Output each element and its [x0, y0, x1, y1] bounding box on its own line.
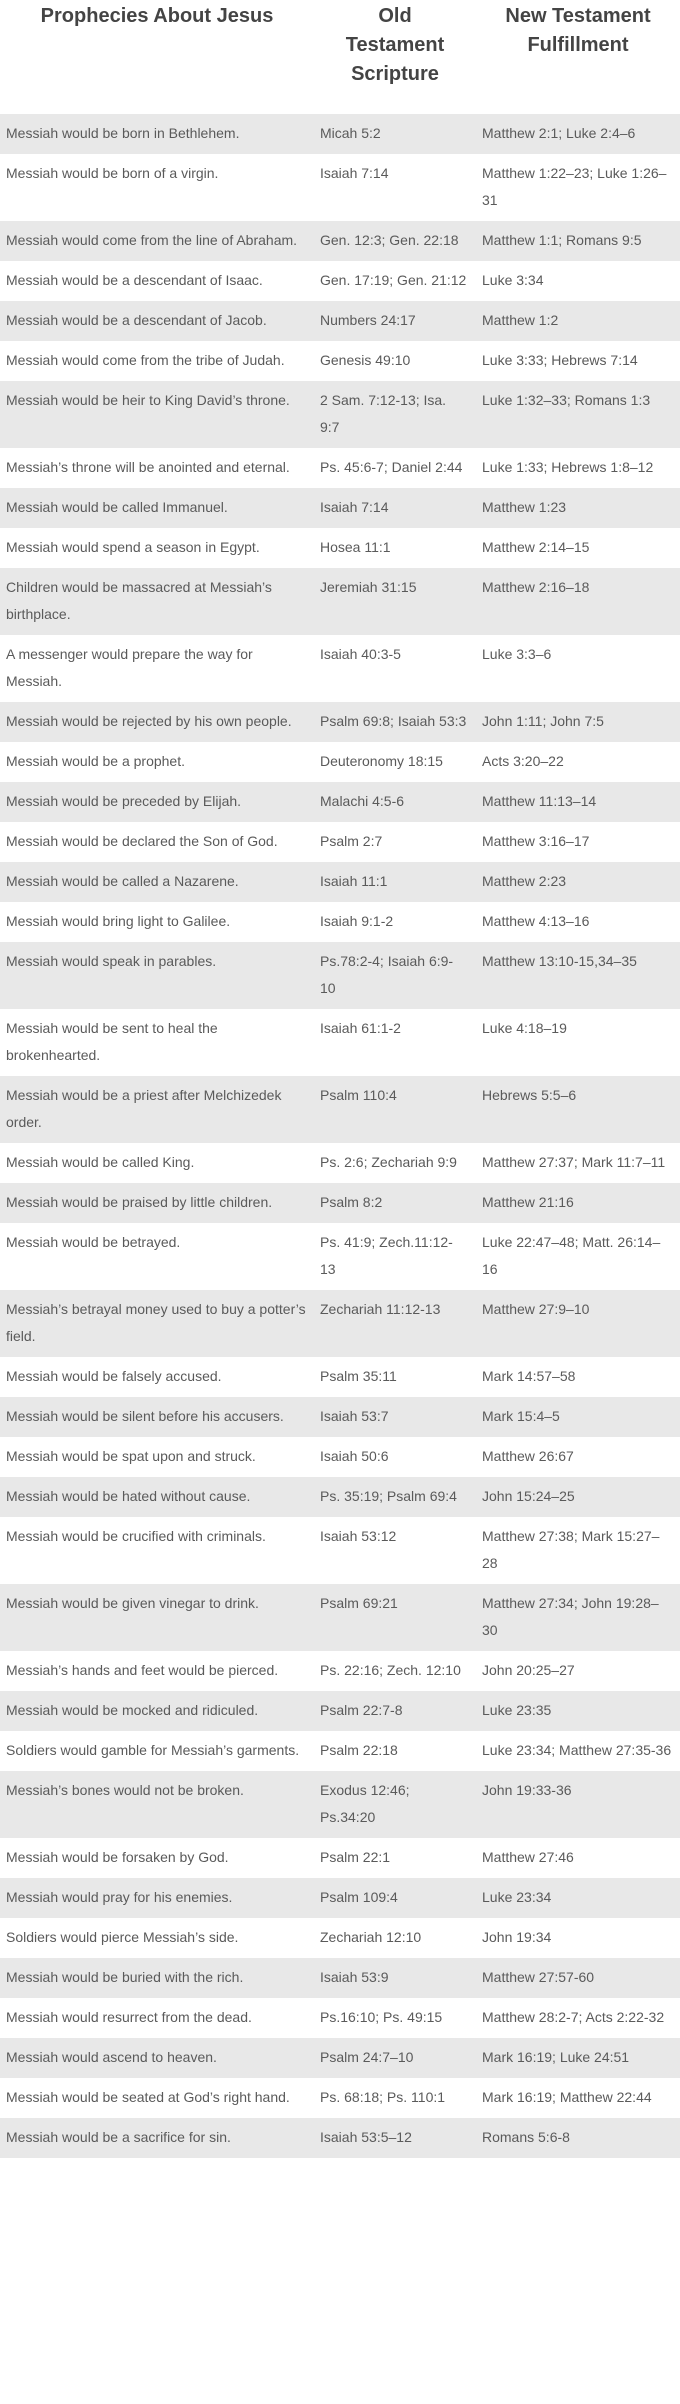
table-row — [0, 2118, 680, 2158]
prophecy-cell: Messiah would be betrayed. — [6, 1234, 181, 1250]
prophecy-cell: Messiah would be forsaken by God. — [6, 1849, 229, 1865]
prophecy-cell: Messiah’s betrayal money used to buy a potter’s field. — [6, 1301, 306, 1344]
new-testament-cell: Matthew 13:10-15,34–35 — [482, 953, 637, 969]
old-testament-cell: Gen. 12:3; Gen. 22:18 — [320, 232, 459, 248]
new-testament-cell: Luke 23:34 — [482, 1889, 552, 1905]
new-testament-cell: Matthew 27:9–10 — [482, 1301, 590, 1317]
old-testament-cell: Zechariah 11:12-13 — [320, 1301, 441, 1317]
table-row — [0, 488, 680, 528]
new-testament-cell: Matthew 2:1; Luke 2:4–6 — [482, 125, 636, 141]
table-row — [0, 782, 680, 822]
new-testament-cell: Luke 22:47–48; Matt. 26:14–16 — [482, 1234, 661, 1277]
new-testament-cell: John 19:33-36 — [482, 1782, 572, 1798]
old-testament-cell: Isaiah 53:5–12 — [320, 2129, 412, 2145]
table-row — [0, 862, 680, 902]
old-testament-cell: Ps.78:2-4; Isaiah 6:9-10 — [320, 953, 454, 996]
prophecy-cell: Messiah would be called Immanuel. — [6, 499, 228, 515]
new-testament-cell: Matthew 27:46 — [482, 1849, 574, 1865]
old-testament-cell: Zechariah 12:10 — [320, 1929, 422, 1945]
old-testament-cell: Isaiah 61:1-2 — [320, 1020, 401, 1036]
table-row — [0, 822, 680, 862]
prophecy-cell: Messiah would be born of a virgin. — [6, 165, 219, 181]
old-testament-cell: Isaiah 7:14 — [320, 499, 389, 515]
table-row — [0, 341, 680, 381]
table-row — [0, 1918, 680, 1958]
old-testament-cell: Isaiah 40:3-5 — [320, 646, 401, 662]
prophecy-cell: Messiah would be a priest after Melchizedek order. — [6, 1087, 282, 1130]
prophecy-cell: Messiah would be preceded by Elijah. — [6, 793, 242, 809]
old-testament-cell: Gen. 17:19; Gen. 21:12 — [320, 272, 467, 288]
old-testament-cell: Ps. 22:16; Zech. 12:10 — [320, 1662, 461, 1678]
old-testament-cell: Psalm 35:11 — [320, 1368, 397, 1384]
new-testament-cell: Luke 1:32–33; Romans 1:3 — [482, 392, 651, 408]
old-testament-cell: Ps. 41:9; Zech.11:12-13 — [320, 1234, 453, 1277]
old-testament-cell: Isaiah 53:7 — [320, 1408, 389, 1424]
table-row — [0, 1183, 680, 1223]
table-row — [0, 568, 680, 635]
table-row — [0, 154, 680, 221]
prophecy-cell: Messiah would be a descendant of Jacob. — [6, 312, 267, 328]
new-testament-cell: Acts 3:20–22 — [482, 753, 564, 769]
prophecy-cell: Messiah would be called a Nazarene. — [6, 873, 239, 889]
new-testament-cell: Matthew 2:16–18 — [482, 579, 590, 595]
new-testament-cell: Matthew 2:23 — [482, 873, 567, 889]
old-testament-cell: Numbers 24:17 — [320, 312, 416, 328]
header-row — [0, 0, 680, 114]
old-testament-cell: Psalm 22:1 — [320, 1849, 391, 1865]
prophecy-cell: Messiah would bring light to Galilee. — [6, 913, 231, 929]
table-row — [0, 221, 680, 261]
old-testament-cell: Psalm 2:7 — [320, 833, 383, 849]
old-testament-cell: Deuteronomy 18:15 — [320, 753, 443, 769]
new-testament-cell: Mark 16:19; Matthew 22:44 — [482, 2089, 652, 2105]
old-testament-cell: Isaiah 53:12 — [320, 1528, 397, 1544]
old-testament-cell: Psalm 22:7-8 — [320, 1702, 403, 1718]
new-testament-cell: Matthew 1:1; Romans 9:5 — [482, 232, 642, 248]
prophecy-cell: Messiah would speak in parables. — [6, 953, 217, 969]
new-testament-cell: Matthew 1:2 — [482, 312, 559, 328]
old-testament-cell: Psalm 22:18 — [320, 1742, 398, 1758]
prophecy-cell: Messiah would be crucified with criminals. — [6, 1528, 266, 1544]
old-testament-cell: Psalm 110:4 — [320, 1087, 397, 1103]
old-testament-cell: Micah 5:2 — [320, 125, 381, 141]
old-testament-cell: Psalm 8:2 — [320, 1194, 383, 1210]
table-row — [0, 942, 680, 1009]
old-testament-cell: Malachi 4:5-6 — [320, 793, 405, 809]
new-testament-cell: Mark 16:19; Luke 24:51 — [482, 2049, 630, 2065]
table-row — [0, 261, 680, 301]
new-testament-cell: Romans 5:6-8 — [482, 2129, 570, 2145]
new-testament-cell: Hebrews 5:5–6 — [482, 1087, 577, 1103]
new-testament-cell: John 15:24–25 — [482, 1488, 575, 1504]
old-testament-cell: Psalm 69:21 — [320, 1595, 398, 1611]
prophecy-cell: Messiah would be mocked and ridiculed. — [6, 1702, 259, 1718]
table-row — [0, 528, 680, 568]
table-row — [0, 2038, 680, 2078]
table-row — [0, 1143, 680, 1183]
prophecy-cell: Messiah would be rejected by his own people. — [6, 713, 292, 729]
header-new-testament: New Testament Fulfillment — [505, 5, 651, 56]
new-testament-cell: Matthew 3:16–17 — [482, 833, 590, 849]
table-row — [0, 1477, 680, 1517]
prophecy-cell: A messenger would prepare the way for Messiah. — [6, 646, 253, 689]
prophecy-cell: Messiah would be a sacrifice for sin. — [6, 2129, 231, 2145]
old-testament-cell: Isaiah 9:1-2 — [320, 913, 394, 929]
prophecy-cell: Messiah would be praised by little children. — [6, 1194, 273, 1210]
new-testament-cell: Matthew 26:67 — [482, 1448, 574, 1464]
new-testament-cell: Luke 23:35 — [482, 1702, 552, 1718]
new-testament-cell: Luke 3:34 — [482, 272, 544, 288]
new-testament-cell: Matthew 27:34; John 19:28–30 — [482, 1595, 659, 1638]
prophecy-cell: Messiah would be called King. — [6, 1154, 195, 1170]
old-testament-cell: Isaiah 53:9 — [320, 1969, 389, 1985]
table-row — [0, 702, 680, 742]
old-testament-cell: Exodus 12:46; Ps.34:20 — [320, 1782, 410, 1825]
table-row — [0, 1838, 680, 1878]
prophecy-cell: Messiah would be silent before his accusers. — [6, 1408, 284, 1424]
table-row — [0, 1771, 680, 1838]
prophecy-cell: Children would be massacred at Messiah’s birthplace. — [6, 579, 272, 622]
table-row — [0, 1651, 680, 1691]
table-row — [0, 2078, 680, 2118]
prophecy-cell: Messiah would be sent to heal the brokenhearted. — [6, 1020, 218, 1063]
table-row — [0, 1878, 680, 1918]
new-testament-cell: Luke 4:18–19 — [482, 1020, 567, 1036]
new-testament-cell: Matthew 1:23 — [482, 499, 567, 515]
prophecy-cell: Messiah’s hands and feet would be pierced. — [6, 1662, 279, 1678]
new-testament-cell: Luke 23:34; Matthew 27:35-36 — [482, 1742, 672, 1758]
new-testament-cell: John 19:34 — [482, 1929, 552, 1945]
prophecy-cell: Messiah’s bones would not be broken. — [6, 1782, 244, 1798]
old-testament-cell: Ps.16:10; Ps. 49:15 — [320, 2009, 443, 2025]
table-row — [0, 1290, 680, 1357]
table-body — [0, 114, 680, 2158]
new-testament-cell: Mark 15:4–5 — [482, 1408, 560, 1424]
prophecy-cell: Soldiers would gamble for Messiah’s garments. — [6, 1742, 300, 1758]
new-testament-cell: Matthew 11:13–14 — [482, 793, 597, 809]
old-testament-cell: Psalm 69:8; Isaiah 53:3 — [320, 713, 467, 729]
new-testament-cell: Mark 14:57–58 — [482, 1368, 576, 1384]
old-testament-cell: Hosea 11:1 — [320, 539, 391, 555]
table-row — [0, 381, 680, 448]
old-testament-cell: Psalm 109:4 — [320, 1889, 398, 1905]
new-testament-cell: Matthew 2:14–15 — [482, 539, 590, 555]
table-row — [0, 1998, 680, 2038]
table-row — [0, 1731, 680, 1771]
prophecy-cell: Messiah would come from the line of Abraham. — [6, 232, 298, 248]
table-row — [0, 1397, 680, 1437]
table-row — [0, 1958, 680, 1998]
new-testament-cell: Matthew 4:13–16 — [482, 913, 590, 929]
old-testament-cell: Ps. 2:6; Zechariah 9:9 — [320, 1154, 457, 1170]
table-row — [0, 1517, 680, 1584]
prophecy-cell: Messiah would ascend to heaven. — [6, 2049, 217, 2065]
old-testament-cell: Psalm 24:7–10 — [320, 2049, 414, 2065]
table-header — [0, 0, 680, 114]
prophecy-cell: Messiah would resurrect from the dead. — [6, 2009, 252, 2025]
old-testament-cell: Ps. 68:18; Ps. 110:1 — [320, 2089, 446, 2105]
new-testament-cell: Luke 3:3–6 — [482, 646, 552, 662]
table-row — [0, 1076, 680, 1143]
old-testament-cell: Isaiah 11:1 — [320, 873, 388, 889]
table-row — [0, 1009, 680, 1076]
new-testament-cell: Matthew 21:16 — [482, 1194, 574, 1210]
prophecy-cell: Messiah’s throne will be anointed and eternal. — [6, 459, 290, 475]
prophecy-cell: Messiah would be spat upon and struck. — [6, 1448, 256, 1464]
table-row — [0, 1691, 680, 1731]
new-testament-cell: John 1:11; John 7:5 — [482, 713, 604, 729]
header-prophecy: Prophecies About Jesus — [40, 5, 274, 27]
prophecy-cell: Messiah would be buried with the rich. — [6, 1969, 244, 1985]
table-row — [0, 1584, 680, 1651]
new-testament-cell: Matthew 27:57-60 — [482, 1969, 595, 1985]
table-row — [0, 114, 680, 154]
prophecy-cell: Messiah would be declared the Son of God. — [6, 833, 278, 849]
prophecy-cell: Messiah would pray for his enemies. — [6, 1889, 233, 1905]
old-testament-cell: Isaiah 7:14 — [320, 165, 389, 181]
prophecy-cell: Messiah would be given vinegar to drink. — [6, 1595, 259, 1611]
table-row — [0, 301, 680, 341]
table-row — [0, 742, 680, 782]
old-testament-cell: Ps. 45:6-7; Daniel 2:44 — [320, 459, 463, 475]
new-testament-cell: Luke 3:33; Hebrews 7:14 — [482, 352, 638, 368]
old-testament-cell: Genesis 49:10 — [320, 352, 411, 368]
new-testament-cell: Luke 1:33; Hebrews 1:8–12 — [482, 459, 654, 475]
new-testament-cell: John 20:25–27 — [482, 1662, 575, 1678]
new-testament-cell: Matthew 28:2-7; Acts 2:22-32 — [482, 2009, 665, 2025]
header-old-testament: Old Testament Scripture — [345, 5, 445, 85]
prophecy-cell: Messiah would be a prophet. — [6, 753, 185, 769]
table-row — [0, 1223, 680, 1290]
old-testament-cell: Ps. 35:19; Psalm 69:4 — [320, 1488, 457, 1504]
table-row — [0, 902, 680, 942]
prophecy-cell: Messiah would be hated without cause. — [6, 1488, 251, 1504]
prophecy-cell: Messiah would be falsely accused. — [6, 1368, 222, 1384]
table-row — [0, 1437, 680, 1477]
prophecy-cell: Messiah would spend a season in Egypt. — [6, 539, 260, 555]
new-testament-cell: Matthew 1:22–23; Luke 1:26–31 — [482, 165, 667, 208]
prophecy-cell: Messiah would be a descendant of Isaac. — [6, 272, 263, 288]
prophecy-cell: Messiah would be seated at God’s right hand. — [6, 2089, 290, 2105]
prophecy-cell: Soldiers would pierce Messiah’s side. — [6, 1929, 239, 1945]
old-testament-cell: 2 Sam. 7:12-13; Isa. 9:7 — [320, 392, 447, 435]
old-testament-cell: Isaiah 50:6 — [320, 1448, 389, 1464]
prophecy-cell: Messiah would come from the tribe of Judah. — [6, 352, 285, 368]
table-row — [0, 448, 680, 488]
new-testament-cell: Matthew 27:37; Mark 11:7–11 — [482, 1154, 666, 1170]
table-row — [0, 1357, 680, 1397]
table-row — [0, 635, 680, 702]
new-testament-cell: Matthew 27:38; Mark 15:27–28 — [482, 1528, 660, 1571]
prophecy-cell: Messiah would be born in Bethlehem. — [6, 125, 240, 141]
old-testament-cell: Jeremiah 31:15 — [320, 579, 417, 595]
prophecy-cell: Messiah would be heir to King David’s throne. — [6, 392, 290, 408]
